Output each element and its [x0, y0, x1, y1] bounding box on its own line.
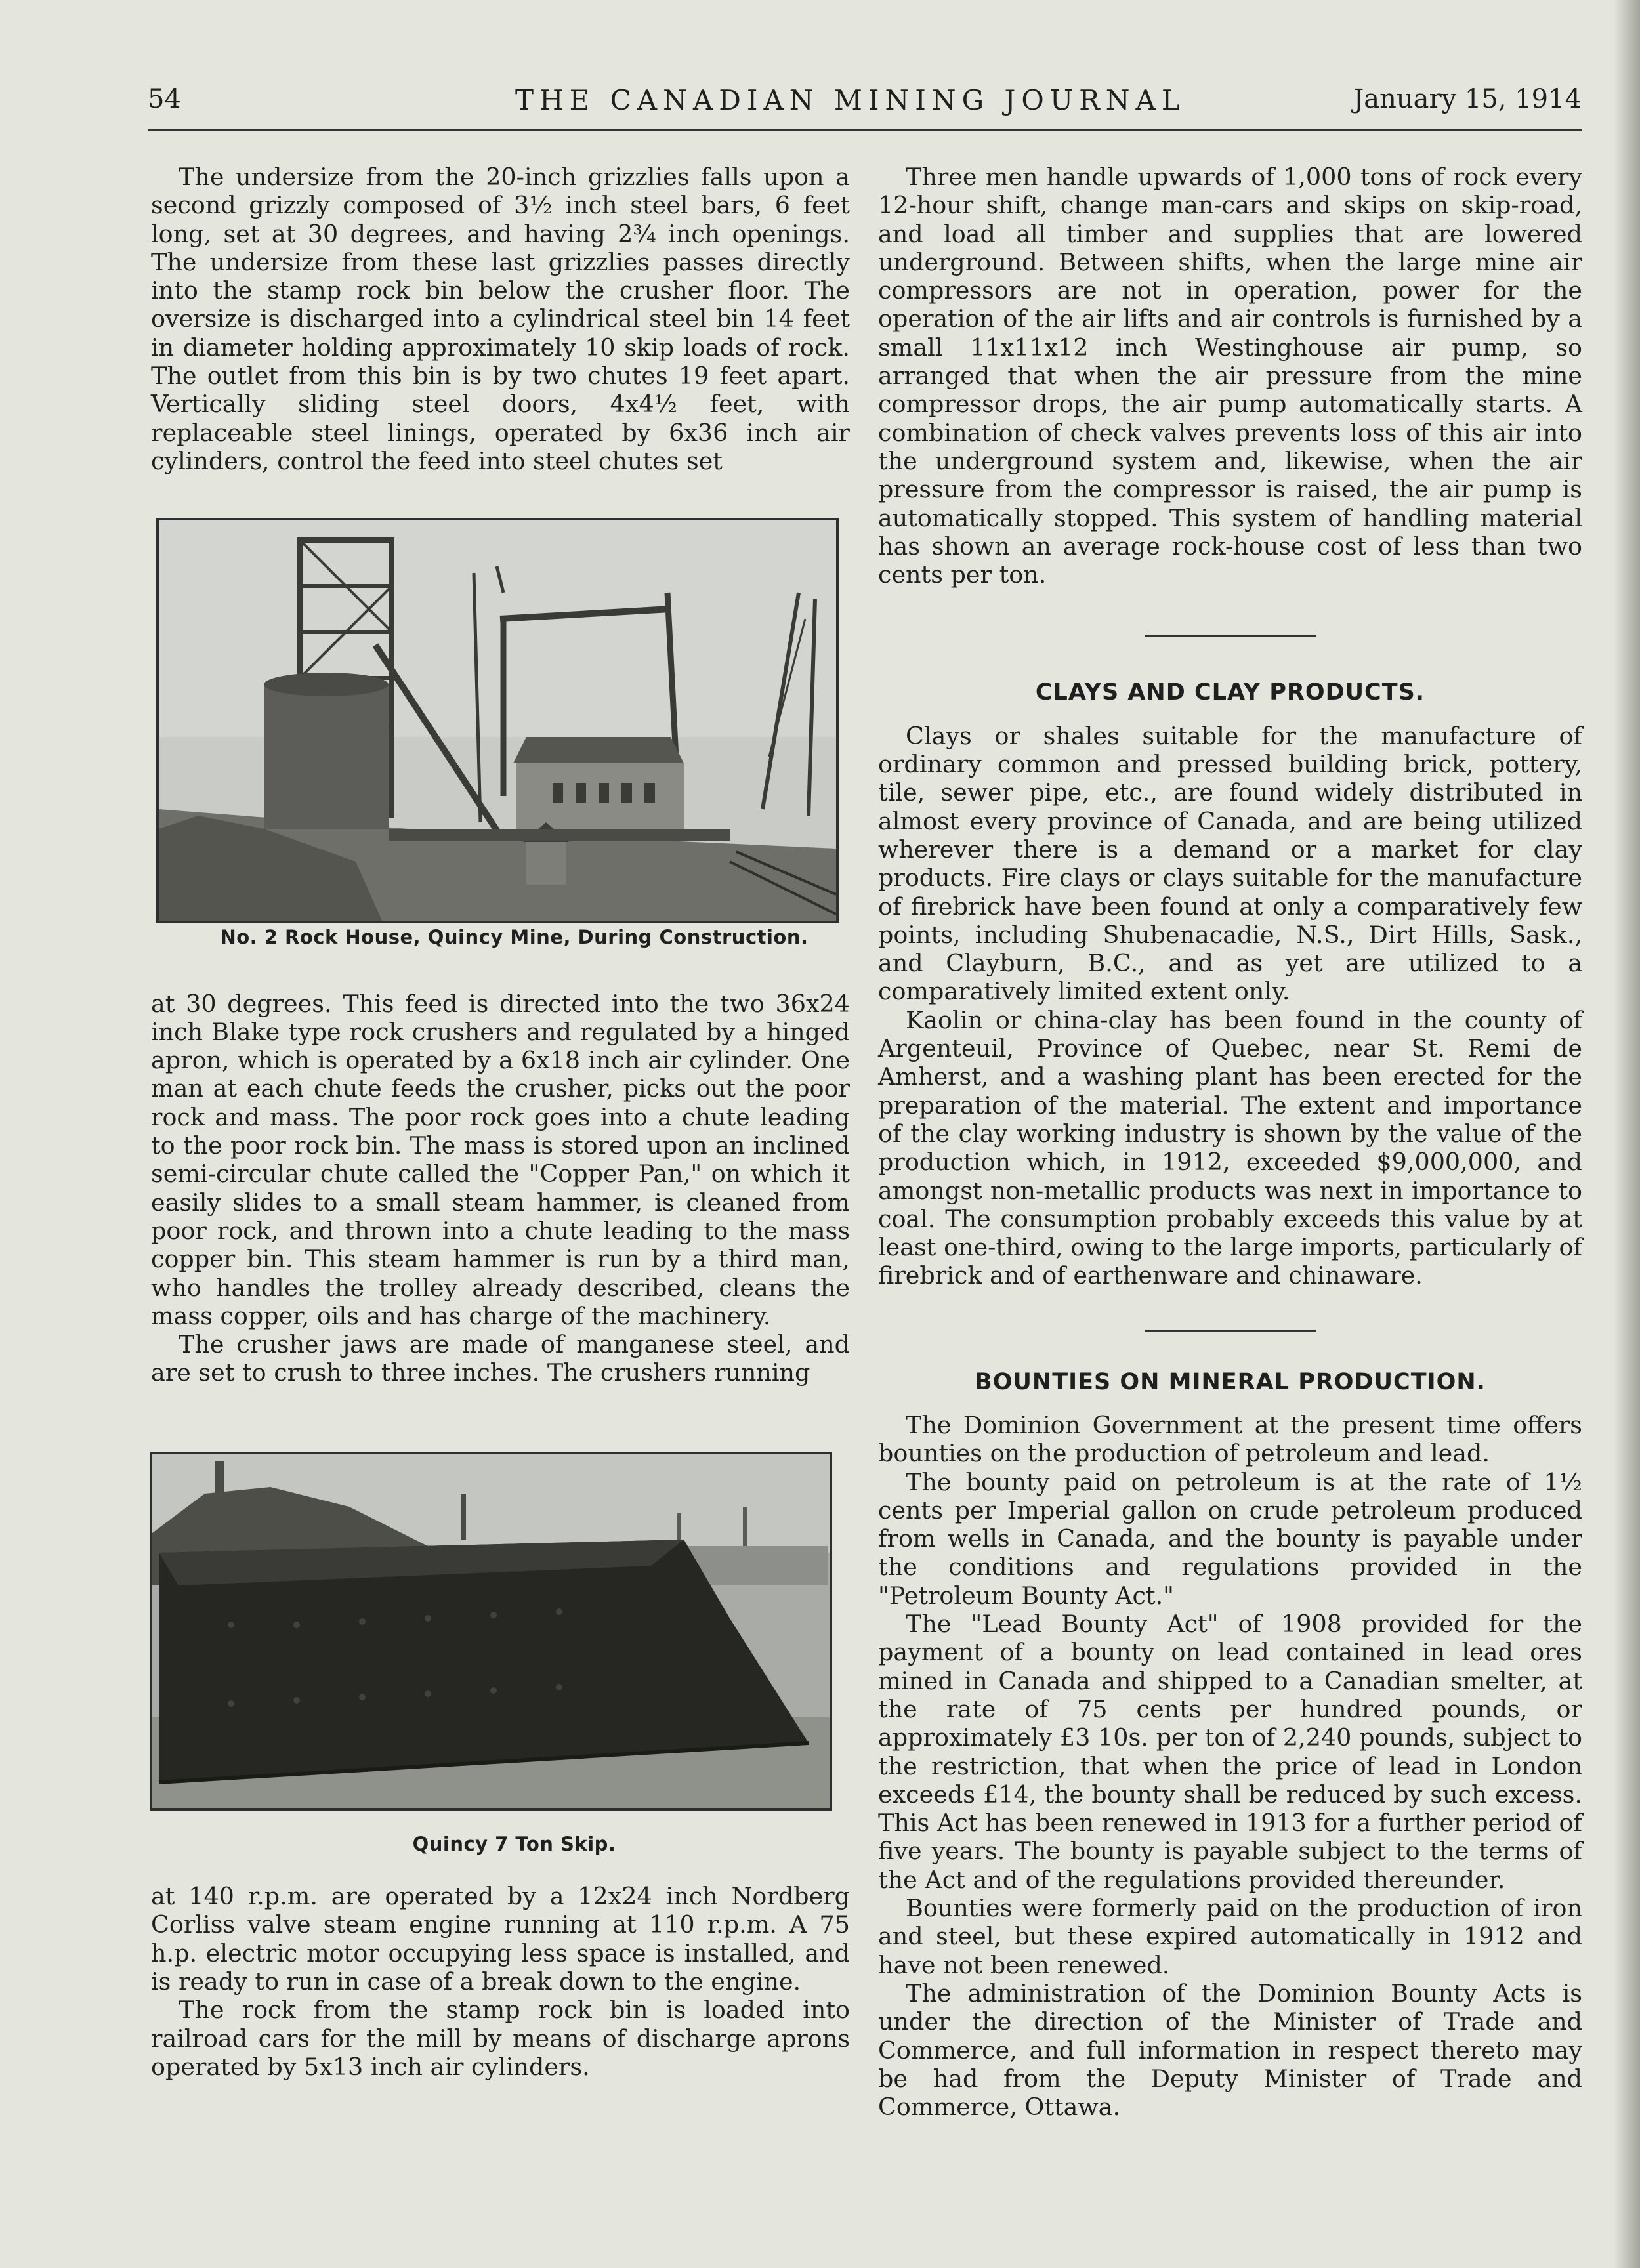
section-title-bounties: BOUNTIES ON MINERAL PRODUCTION. [975, 1368, 1486, 1395]
rock-house-photo [156, 518, 839, 923]
right-column [878, 163, 1582, 2121]
left-paragraph-2: at 30 degrees. This feed is directed into the two 36x24 inch Blake type rock crushers and regulated by a hinged apron, which is operated by a 6x18 inch air cylinder. One man at each chute feeds the crusher, picks out the poor rock and mass. The poor rock goes into a chute leading to the poor rock bin. The mass is stored upon an inclined semi-circular chute called the "Copper Pan," on which it easily slides to a small steam hammer, is cleaned from poor rock, and thrown into a chute leading to the mass copper bin. This steam hammer is run by a third man, who handles the trolley already described, cleans the mass copper, oils and has charge of the machinery. [151, 989, 850, 1330]
left-paragraph-5: The rock from the stamp rock bin is loaded into railroad cars for the mill by means of discharge aprons operated by 5x13 inch air cylinders. [151, 1996, 850, 2081]
skip-photo [150, 1452, 832, 1811]
section-separator [1145, 1330, 1316, 1332]
page-edge-shadow [1614, 0, 1640, 2268]
journal-title: THE CANADIAN MINING JOURNAL [515, 84, 1186, 116]
bounties-paragraph-3: The "Lead Bounty Act" of 1908 provided for the payment of a bounty on lead contained in lead ores mined in Canada and shipped to a Canadian smelter, at the rate of 75 cents per hundred pounds, or approximately £3 10s. per ton of 2,240 pounds, subject to the restriction, that when the price of lead in London exceeds £14, the bounty shall be reduced by such excess. This Act has been renewed in 1913 for a further period of five years. The bounty is payable subject to the terms of the Act and of the regulations provided thereunder. [878, 1610, 1582, 1894]
left-column [151, 163, 850, 2081]
left-paragraph-1: The undersize from the 20-inch grizzlies falls upon a second grizzly composed of 3½ inch steel bars, 6 feet long, set at 30 degrees, and having 2¾ inch openings. The undersize from these last grizzlies passes directly into the stamp rock bin below the crusher floor. The oversize is discharged into a cylindrical steel bin 14 feet in diameter holding approximately 10 skip loads of rock. The outlet from this bin is by two chutes 19 feet apart. Vertically sliding steel doors, 4x4½ feet, with replaceable steel linings, operated by 6x36 inch air cylinders, control the feed into steel chutes set [151, 163, 850, 475]
clays-paragraph-1: Clays or shales suitable for the manufacture of ordinary common and pressed building brick, pottery, tile, sewer pipe, etc., are found widely distributed in almost every province of Canada, and are being utilized wherever there is a demand or a market for clay products. Fire clays or clays suitable for the manufacture of firebrick have been found at only a comparatively few points, including Shubenacadie, N.S., Dirt Hills, Sask., and Clayburn, B.C., and as yet are utilized to a comparatively limited extent only. [878, 721, 1582, 1006]
section-separator [1145, 635, 1316, 637]
bounties-paragraph-2: The bounty paid on petroleum is at the rate of 1½ cents per Imperial gallon on crude petroleum produced from wells in Canada, and the bounty is payable under the conditions and regulations provided in the "Petroleum Bounty Act." [878, 1467, 1582, 1610]
right-paragraph-1: Three men handle upwards of 1,000 tons of rock every 12-hour shift, change man-cars and skips on skip-road, and load all timber and supplies that are lowered underground. Between shifts, when the large mine air compressors are not in operation, power for the operation of the air lifts and air controls is furnished by a small 11x11x12 inch Westinghouse air pump, so arranged that when the air pressure from the mine compressor drops, the air pump automatically starts. A combination of check valves prevents loss of this air into the underground system and, likewise, when the air pressure from the compressor is raised, the air pump is automatically stopped. This system of handling material has shown an average rock-house cost of less than two cents per ton. [878, 163, 1582, 589]
skip-illustration [152, 1454, 830, 1808]
header-rule [148, 129, 1582, 131]
left-paragraph-3: The crusher jaws are made of manganese steel, and are set to crush to three inches. The crushers running [151, 1330, 850, 1387]
clays-paragraph-2: Kaolin or china-clay has been found in the county of Argenteuil, Province of Quebec, near St. Remi de Amherst, and a washing plant has been erected for the preparation of the material. The extent and importance of the clay working industry is shown by the value of the production which, in 1912, exceeded $9,000,000, and amongst non-metallic products was next in importance to coal. The consumption probably exceeds this value by at least one-third, owing to the large imports, particularly of firebrick and of earthenware and chinaware. [878, 1005, 1582, 1290]
bounties-paragraph-5: The administration of the Dominion Bounty Acts is under the direction of the Minister of Trade and Commerce, and full information in respect thereto may be had from the Deputy Minister of Trade and Commerce, Ottawa. [878, 1979, 1582, 2122]
bounties-paragraph-4: Bounties were formerly paid on the production of iron and steel, but these expired automatically in 1912 and have not been renewed. [878, 1894, 1582, 1979]
figure-caption-skip: Quincy 7 Ton Skip. [412, 1832, 616, 1855]
figure-caption-rock-house: No. 2 Rock House, Quincy Mine, During Construction. [220, 926, 809, 949]
page-number: 54 [148, 84, 181, 114]
left-paragraph-4: at 140 r.p.m. are operated by a 12x24 inch Nordberg Corliss valve steam engine running at 110 r.p.m. A 75 h.p. electric motor occupying less space is installed, and is ready to run in case of a break down to the engine. [151, 1882, 850, 1996]
bounties-paragraph-1: The Dominion Government at the present time offers bounties on the production of petroleum and lead. [878, 1410, 1582, 1468]
issue-date: January 15, 1914 [1353, 84, 1582, 114]
running-header [148, 84, 1582, 123]
section-title-clays: CLAYS AND CLAY PRODUCTS. [1035, 679, 1425, 706]
rock-house-illustration [159, 520, 836, 921]
